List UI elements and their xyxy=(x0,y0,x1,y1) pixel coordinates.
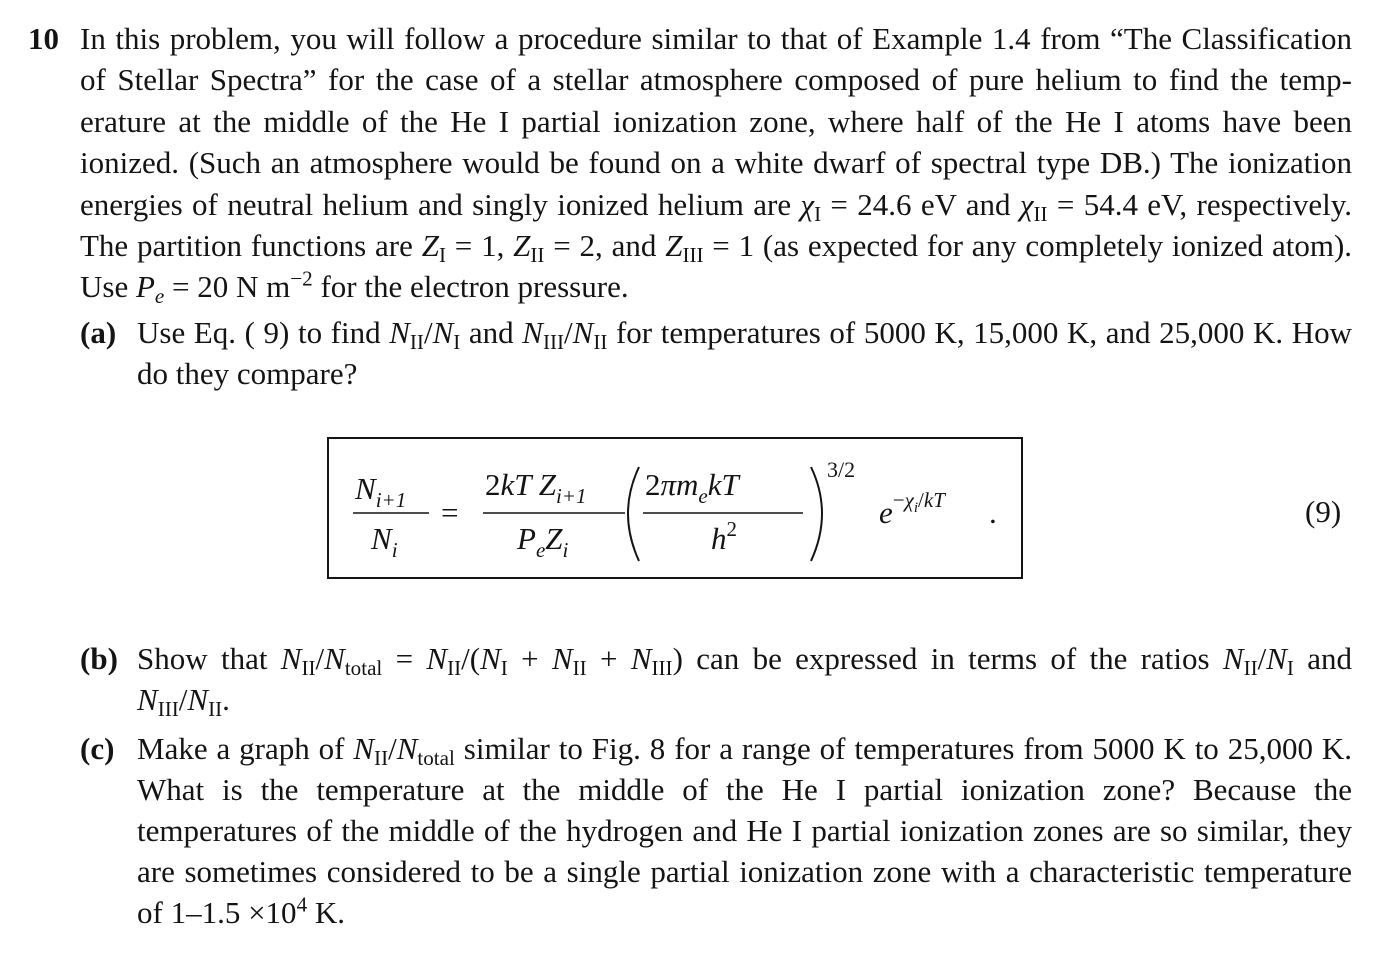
part-c-label: (c) xyxy=(80,731,115,766)
intro-text-4: for the electron pressure. xyxy=(312,269,629,305)
part-b-text-3: and xyxy=(1307,641,1353,676)
problem-number: 10 xyxy=(28,21,59,56)
part-c xyxy=(80,728,1352,933)
chi-ii-value: 54.4 eV xyxy=(1083,186,1180,222)
part-a-text-2: for temperatures of 5000 K, 15,000 K, and 25,000 K. How do they compare? xyxy=(137,315,1352,391)
intro-text-2: , respectively. The partition functions are xyxy=(80,186,1353,264)
z-i-value: 1 xyxy=(481,228,497,264)
z-ii-value: 2 xyxy=(579,228,596,264)
chi-i-value: 24.6 eV xyxy=(857,186,957,222)
eq-exponent: 3/2 xyxy=(827,457,856,482)
part-b-text: Show that $N_{II}/N_{total} = N_{II}/(N_I + N_{II} + N_{III})$ can be expressed in terms of the ratios $N_{II}/N_I$ and $N_{III}/N_{II}$. xyxy=(137,641,1353,721)
part-b xyxy=(80,638,1352,720)
eq-paren-numerator: $2\pi m_ekT$ xyxy=(645,467,739,508)
problem-statement: In this problem, you will follow a procedure similar to that of Example 1.4 from “The Classification of Stellar Spectra” for the case of a stellar atmosphere composed of pure helium to find the temp-erature at the middle of the He I partial ionization zone, where half of the He I atoms have been ionized. (Such an atmosphere would be found on a white dwarf of spectral type DB.) The ionization energies of neutral helium and singly ionized helium are $\chi_I = 24.6$ eV and $\chi_{II} = 54.4$ eV, respectively. The partition functions are $Z_I = 1$, $Z_{II} = 2$, and $Z_{III} = 1$ (as expected for any completely ionized atom). Use $P_e = 20$ N $m^{-2}$ for the electron pressure. xyxy=(80,21,1353,309)
part-a-label: (a) xyxy=(80,315,117,350)
part-a-text: Use Eq. ( 9) to find $N_{II}/N_I$ and $N_{III}/N_{II}$ for temperatures of 5000 K, 15,000 K, and 25,000 K. How do they compare? xyxy=(137,315,1352,391)
part-c-text: Make a graph of $N_{II}/N_{total}$ similar to Fig. 8 for a range of temperatures from 5000 K to 25,000 K. What is the temperature at the middle of the He I partial ionization zone? Because the temperatures of the middle of the hydrogen and He I partial ionization zones are so similar, they are sometimes considered to be a single partial ionization zone with a characteristic temperature of $1-1.5 \times 10^4$ K. xyxy=(137,731,1352,930)
eq-period: . xyxy=(989,495,997,530)
eq-lhs-numerator: $N_i+1$ xyxy=(355,471,407,512)
intro-text-3: (as expected for any completely ionized atom). Use xyxy=(80,228,1353,305)
eq-mid-denominator: $P_eZ_i$ xyxy=(517,521,569,562)
part-b-text-2: can be expressed in terms of the ratios xyxy=(682,641,1223,676)
pe-value: 20 N m xyxy=(197,269,291,305)
eq-lhs-denominator: $N_i$ xyxy=(371,521,398,562)
eq-left-paren xyxy=(628,467,639,561)
part-c-text-2: similar to Fig. 8 for a range of temperatures from 5000 K to 25,000 K. What is the temperature at the middle of the He I partial ionization zone? Because the temperatures of the middle of the hydrogen and He I partial ionization zones are so similar, they are sometimes considered to be a single partial ionization zone with a characteristic temperature of 1–1.5 ×10 xyxy=(137,731,1352,930)
part-b-label: (b) xyxy=(80,641,118,676)
part-a-text-1: Use Eq. ( 9) to find xyxy=(137,315,390,350)
eq-right-paren xyxy=(811,467,822,561)
part-c-text-1: Make a graph of xyxy=(137,731,354,766)
part-c-text-3: K. xyxy=(307,895,345,930)
z-iii-value: 1 xyxy=(738,228,755,264)
part-b-text-1: Show that xyxy=(137,641,281,676)
eq-exponential: e−χi/kT xyxy=(879,488,945,530)
intro-text-1: In this problem, you will follow a procedure similar to that of Example 1.4 from “The Classification of Stellar Spectra” for the case of a stellar atmosphere composed of pure helium to find the temp-erature at the middle of the He I partial ionization zone, where half of the He I atoms have been ionized. (Such an atmosphere would be found on a white dwarf of spectral type DB.) The ionization energies of neutral helium and singly ionized helium are xyxy=(80,21,1352,222)
eq-equals: = xyxy=(441,495,459,530)
eq-paren-denominator: $h^2$ xyxy=(711,517,737,556)
equation-number: (9) xyxy=(1305,494,1342,529)
eq-mid-numerator: 2kT $Z_i+1$ xyxy=(485,467,587,508)
saha-equation xyxy=(327,437,1023,579)
part-a xyxy=(80,312,1352,394)
